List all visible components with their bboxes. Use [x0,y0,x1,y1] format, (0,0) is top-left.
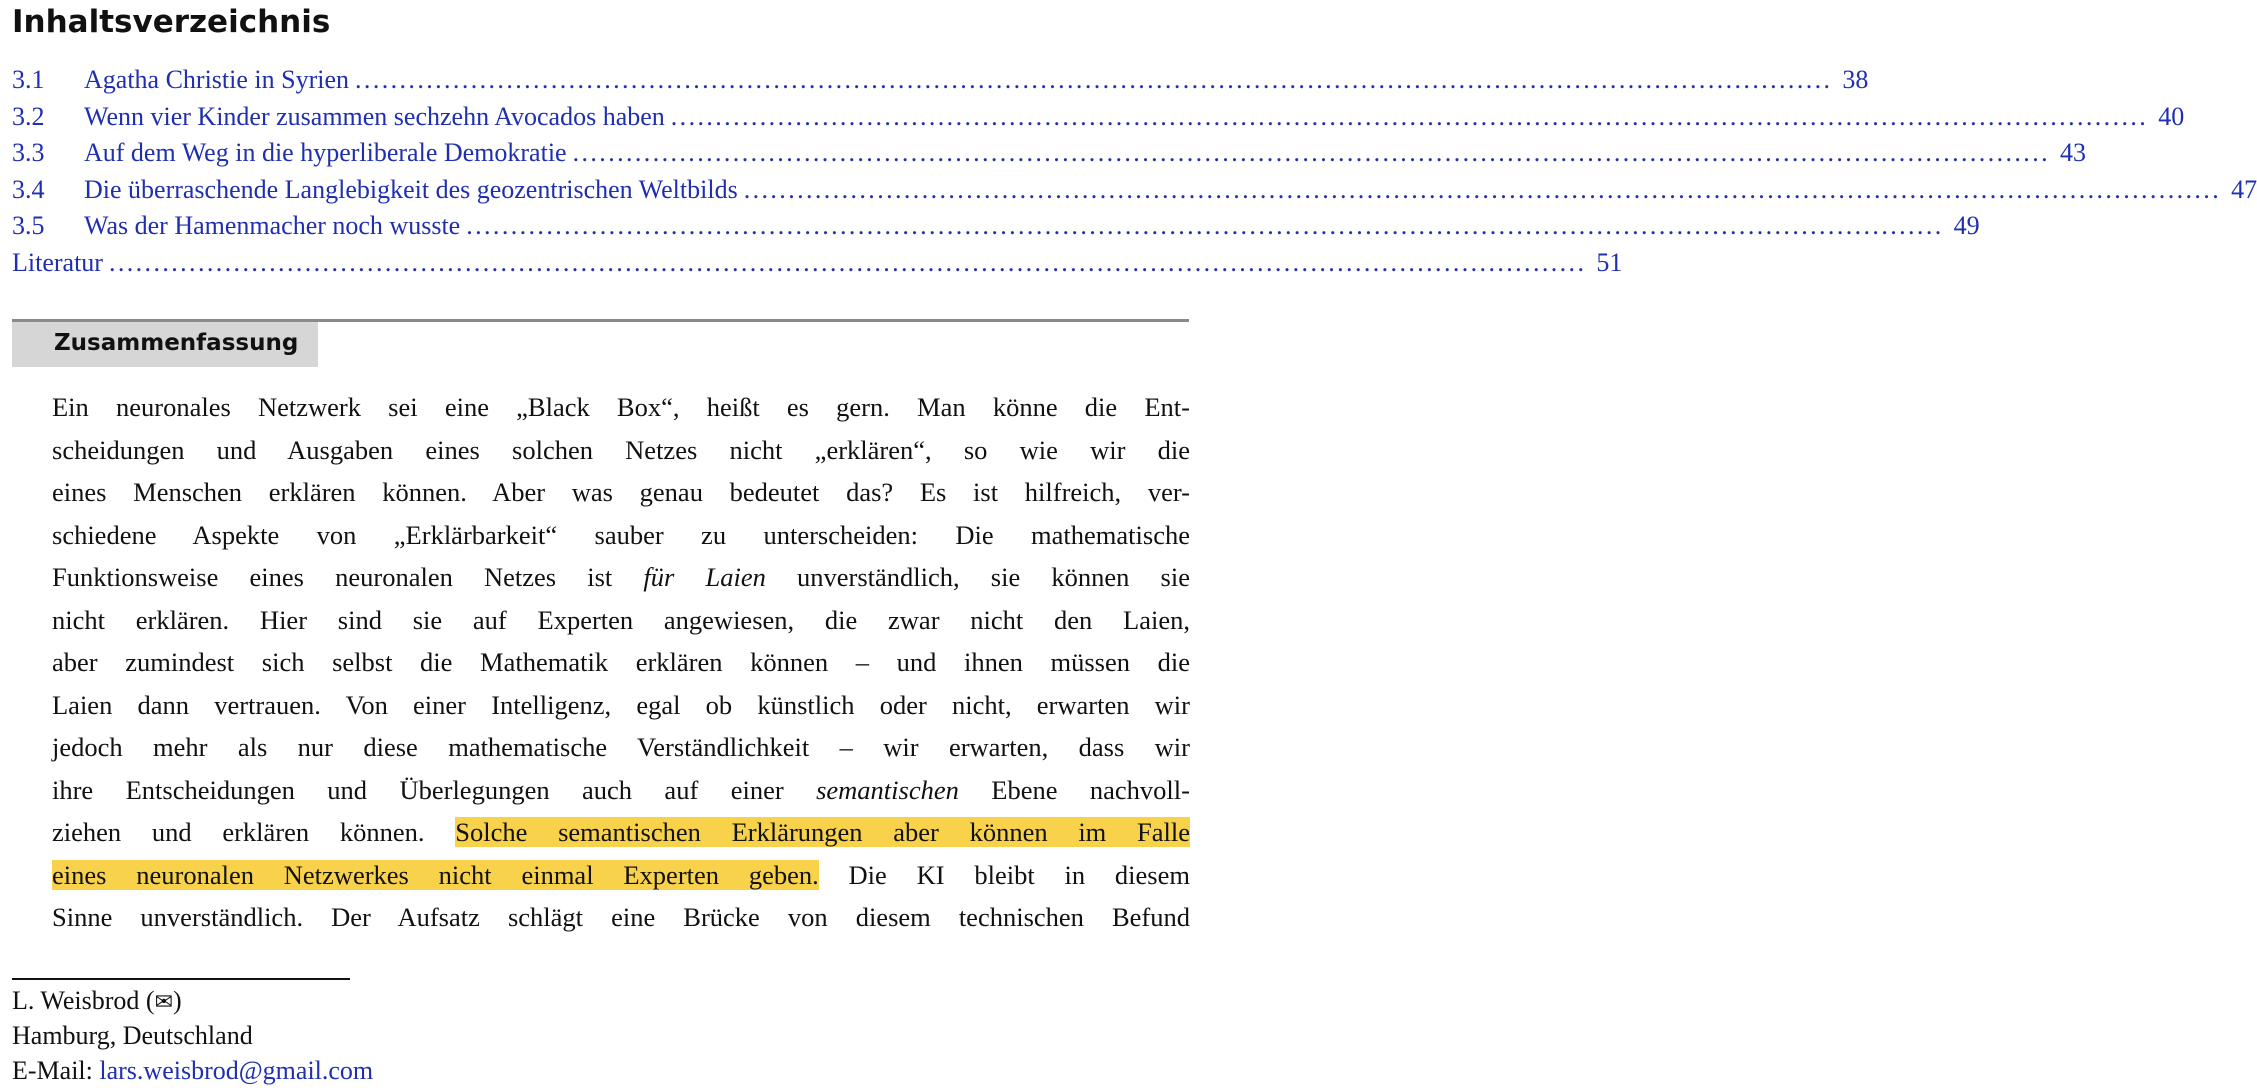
abstract-line: eines Menschen erklären können. Aber was genau bedeutet das? Es ist hilfreich, ver- [52,477,1190,507]
abstract-italic-text: für Laien [643,562,766,592]
table-of-contents [12,62,2257,281]
toc-leader-dots: ...................................................................................................................................................................... [466,211,1944,240]
abstract-text: unverständlich, sie können sie [765,562,1190,592]
toc-leader-dots: ...................................................................................................................................................................... [743,174,2222,204]
author-name-end: ) [173,986,182,1015]
abstract-text: ziehen und erklären können. [52,817,456,847]
toc-entry-3-2[interactable] [12,99,2185,136]
abstract-line: Sinne unverständlich. Der Aufsatz schlägt eine Brücke von diesem technischen Befund [52,902,1190,932]
toc-title: Inhaltsverzeichnis [12,4,331,40]
abstract-text: ihre Entscheidungen und Überlegungen auch auf einer [52,774,817,805]
abstract-line [52,854,1190,897]
envelope-icon: ✉ [154,990,174,1015]
footnote-rule [12,978,350,980]
toc-entry-literature[interactable] [12,245,1623,282]
toc-entry-page[interactable]: 49 [1953,211,1980,240]
abstract-italic-text: semantischen [816,774,959,805]
toc-entry-3-1[interactable] [12,62,1869,99]
email-link[interactable]: lars.weisbrod@gmail.com [99,1056,374,1085]
abstract-line: jedoch mehr als nur diese mathematische Verständlichkeit – wir erwarten, dass wir [52,732,1190,762]
toc-entry-3-4[interactable] [12,172,2257,209]
toc-entry-number: 3.2 [12,101,45,131]
toc-entry-label[interactable]: Agatha Christie in Syrien [84,65,350,94]
abstract-line: Laien dann vertrauen. Von einer Intelligenz, egal ob künstlich oder nicht, erwarten wir [52,689,1190,720]
abstract-line: scheidungen und Ausgaben eines solchen Netzes nicht „erklären“, so wie wir die [52,434,1190,465]
author-name: L. Weisbrod ( [12,986,155,1015]
author-email-line [12,1053,373,1088]
abstract-line [52,811,1190,854]
highlighted-text[interactable]: eines neuronalen Netzwerkes nicht einmal Experten geben. [52,859,819,890]
toc-entry-page[interactable]: 43 [2060,138,2086,167]
abstract-line: aber zumindest sich selbst die Mathematik erklären können – und ihnen müssen die [52,647,1190,677]
toc-entry-3-3[interactable] [12,135,2086,172]
highlighted-text[interactable]: Solche semantischen Erklärungen aber können im Falle [455,817,1190,847]
toc-entry-label[interactable]: Auf dem Weg in die hyperliberale Demokratie [84,138,567,167]
toc-entry-label[interactable]: Was der Hamenmacher noch wusste [84,211,461,240]
abstract-text: Ebene nachvoll- [958,774,1190,805]
toc-entry-label[interactable]: Literatur [12,247,103,277]
toc-entry-page[interactable]: 38 [1842,65,1869,94]
abstract-line [52,769,1190,812]
abstract-text: Die KI bleibt in diesem [818,859,1190,890]
toc-entry-page[interactable]: 40 [2158,101,2185,131]
toc-entry-3-5[interactable] [12,208,1980,245]
toc-leader-dots: ...................................................................................................................................................................... [108,247,1587,277]
toc-entry-number: 3.4 [12,174,45,204]
abstract-line: nicht erklären. Hier sind sie auf Experten angewiesen, die zwar nicht den Laien, [52,604,1190,635]
toc-leader-dots: ...................................................................................................................................................................... [670,101,2149,131]
author-name-line [12,983,373,1018]
abstract-line: schiedene Aspekte von „Erklärbarkeit“ sauber zu unterscheiden: Die mathematische [52,519,1190,550]
toc-entry-label[interactable]: Die überraschende Langlebigkeit des geozentrischen Weltbilds [84,174,738,204]
author-footnote [12,983,373,1088]
toc-leader-dots: ...................................................................................................................................................................... [355,65,1833,94]
abstract-line [52,556,1190,599]
toc-entry-page[interactable]: 51 [1596,247,1623,277]
email-label: E-Mail: [12,1056,100,1085]
author-location: Hamburg, Deutschland [12,1021,253,1050]
abstract-text: Funktionsweise eines neuronalen Netzes ist [52,562,644,592]
toc-entry-label[interactable]: Wenn vier Kinder zusammen sechzehn Avocados haben [84,101,665,131]
abstract-line: Ein neuronales Netzwerk sei eine „Black Box“, heißt es gern. Man könne die Ent- [52,392,1190,422]
toc-leader-dots: ...................................................................................................................................................................... [572,138,2050,167]
toc-entry-page[interactable]: 47 [2231,174,2257,204]
abstract-heading: Zusammenfassung [54,330,299,356]
toc-entry-number: 3.5 [12,211,45,240]
abstract-body [52,386,1190,939]
toc-entry-number: 3.3 [12,138,45,167]
toc-entry-number: 3.1 [12,65,45,94]
